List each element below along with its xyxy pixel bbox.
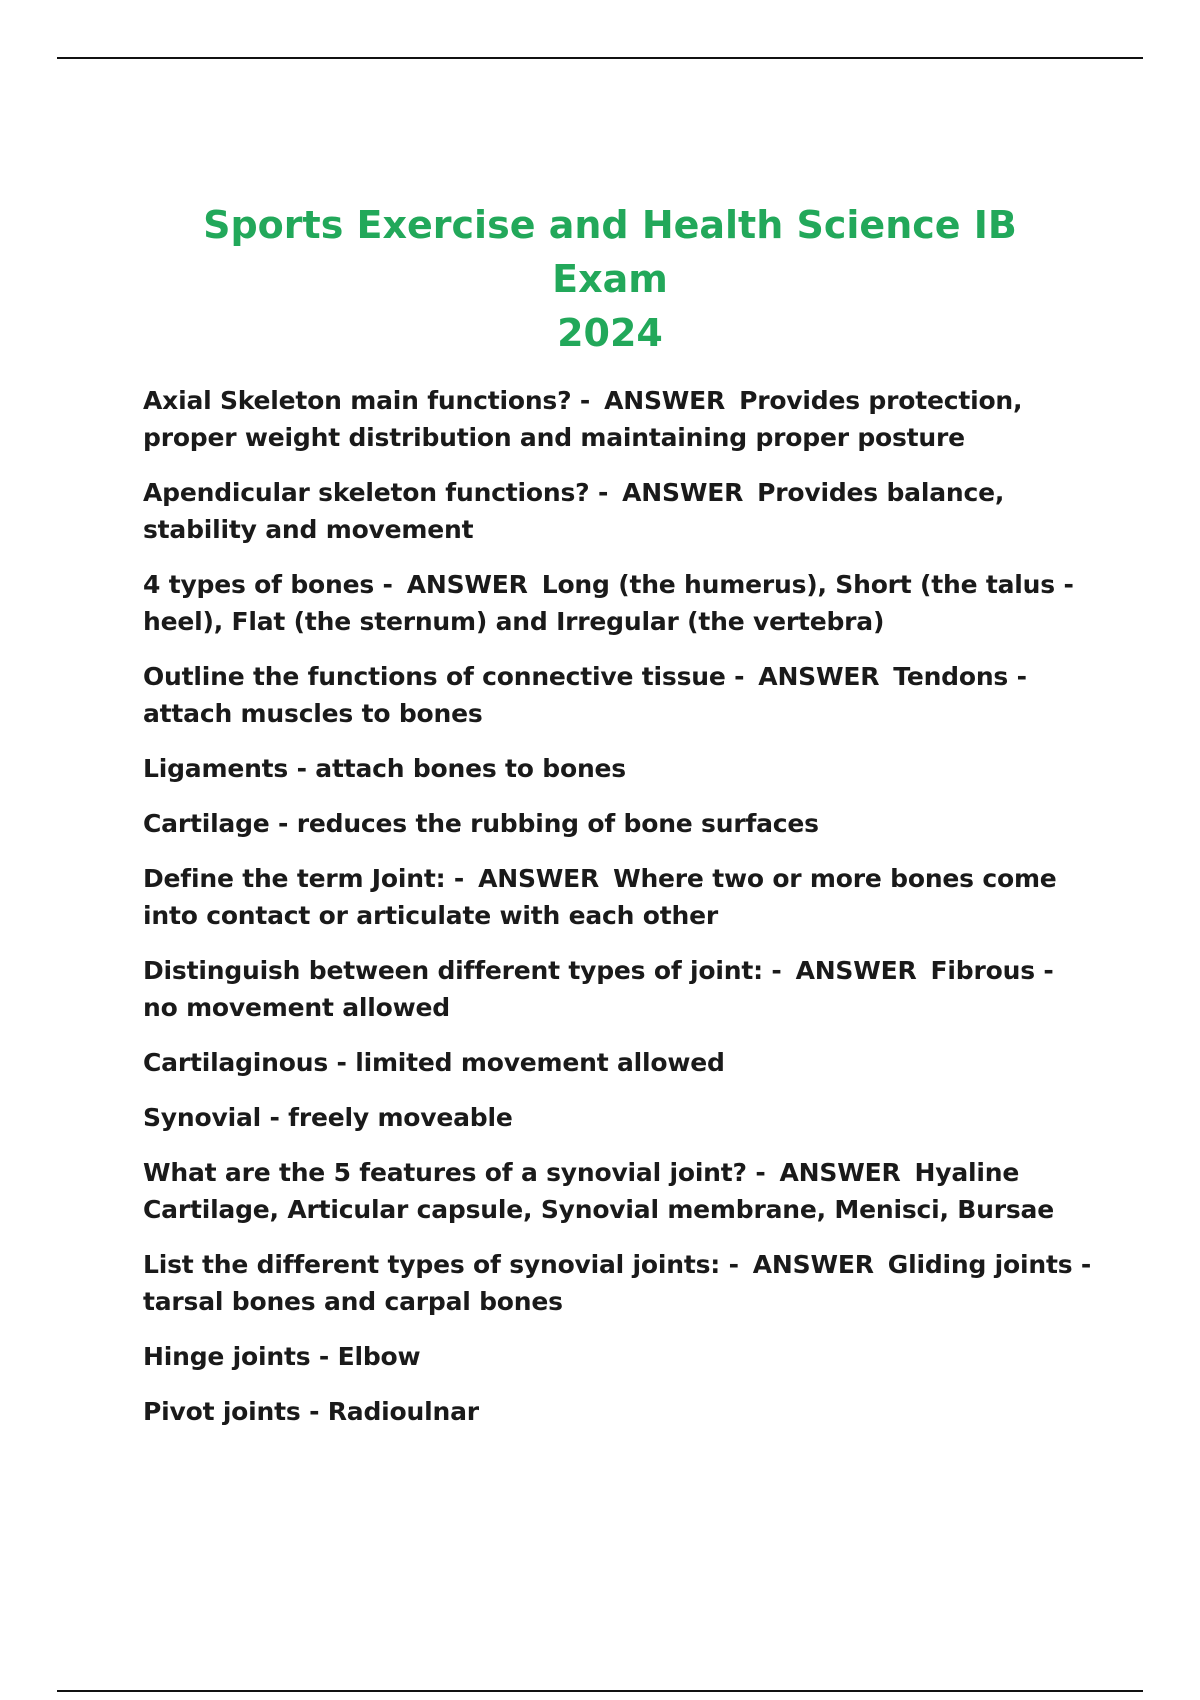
text-entry <box>143 1044 1103 1081</box>
entry-text: Cartilage - reduces the rubbing of bone surfaces <box>143 809 819 838</box>
answer-text: Long (the humerus), Short (the talus - <box>541 570 1074 599</box>
entry-line <box>143 952 1103 989</box>
text-entry <box>143 1338 1103 1375</box>
qa-entry <box>143 952 1103 1026</box>
text-entry <box>143 750 1103 787</box>
text-entry <box>143 1099 1103 1136</box>
answer-continuation: stability and movement <box>143 515 474 544</box>
question-text: Axial Skeleton main functions? - <box>143 386 591 415</box>
qa-list <box>143 382 1103 1448</box>
question-text: Distinguish between different types of joint: - <box>143 956 782 985</box>
answer-text: Gliding joints - <box>887 1250 1092 1279</box>
entry-text: Pivot joints - Radioulnar <box>143 1397 479 1426</box>
answer-label: ANSWER <box>406 570 528 599</box>
entry-line <box>143 1154 1103 1191</box>
answer-text: Provides balance, <box>757 478 1005 507</box>
question-text: Outline the functions of connective tissue - <box>143 662 745 691</box>
qa-entry <box>143 860 1103 934</box>
entry-text: Synovial - freely moveable <box>143 1103 513 1132</box>
answer-text: Tendons - <box>893 662 1027 691</box>
answer-text: Hyaline <box>914 1158 1020 1187</box>
answer-text: Fibrous - <box>930 956 1054 985</box>
answer-continuation: no movement allowed <box>143 993 450 1022</box>
answer-label: ANSWER <box>779 1158 901 1187</box>
answer-continuation: Cartilage, Articular capsule, Synovial membrane, Menisci, Bursae <box>143 1195 1054 1224</box>
entry-text: Ligaments - attach bones to bones <box>143 754 626 783</box>
answer-continuation: into contact or articulate with each other <box>143 901 718 930</box>
question-text: Apendicular skeleton functions? - <box>143 478 609 507</box>
title-line-2: 2024 <box>557 311 663 355</box>
title-line-1: Sports Exercise and Health Science IB Exam <box>203 203 1017 301</box>
question-text: 4 types of bones - <box>143 570 393 599</box>
document-title <box>160 198 1060 360</box>
entry-line <box>143 382 1103 419</box>
entry-text: Hinge joints - Elbow <box>143 1342 421 1371</box>
entry-text: Cartilaginous - limited movement allowed <box>143 1048 725 1077</box>
entry-line <box>143 860 1103 897</box>
answer-text: Where two or more bones come <box>613 864 1057 893</box>
answer-label: ANSWER <box>752 1250 874 1279</box>
top-divider <box>57 57 1143 59</box>
text-entry <box>143 805 1103 842</box>
answer-label: ANSWER <box>622 478 744 507</box>
text-entry <box>143 1393 1103 1430</box>
qa-entry <box>143 658 1103 732</box>
entry-line <box>143 566 1103 603</box>
answer-label: ANSWER <box>758 662 880 691</box>
qa-entry <box>143 1154 1103 1228</box>
answer-continuation: attach muscles to bones <box>143 699 483 728</box>
qa-entry <box>143 566 1103 640</box>
question-text: List the different types of synovial joints: - <box>143 1250 739 1279</box>
entry-line <box>143 1246 1103 1283</box>
qa-entry <box>143 474 1103 548</box>
answer-text: Provides protection, <box>739 386 1023 415</box>
answer-continuation: proper weight distribution and maintaining proper posture <box>143 423 965 452</box>
bottom-divider <box>57 1690 1143 1692</box>
answer-label: ANSWER <box>795 956 917 985</box>
qa-entry <box>143 1246 1103 1320</box>
qa-entry <box>143 382 1103 456</box>
question-text: Define the term Joint: - <box>143 864 465 893</box>
answer-label: ANSWER <box>478 864 600 893</box>
entry-line <box>143 474 1103 511</box>
answer-continuation: tarsal bones and carpal bones <box>143 1287 563 1316</box>
question-text: What are the 5 features of a synovial joint? - <box>143 1158 766 1187</box>
answer-label: ANSWER <box>604 386 726 415</box>
answer-continuation: heel), Flat (the sternum) and Irregular (the vertebra) <box>143 607 885 636</box>
entry-line <box>143 658 1103 695</box>
